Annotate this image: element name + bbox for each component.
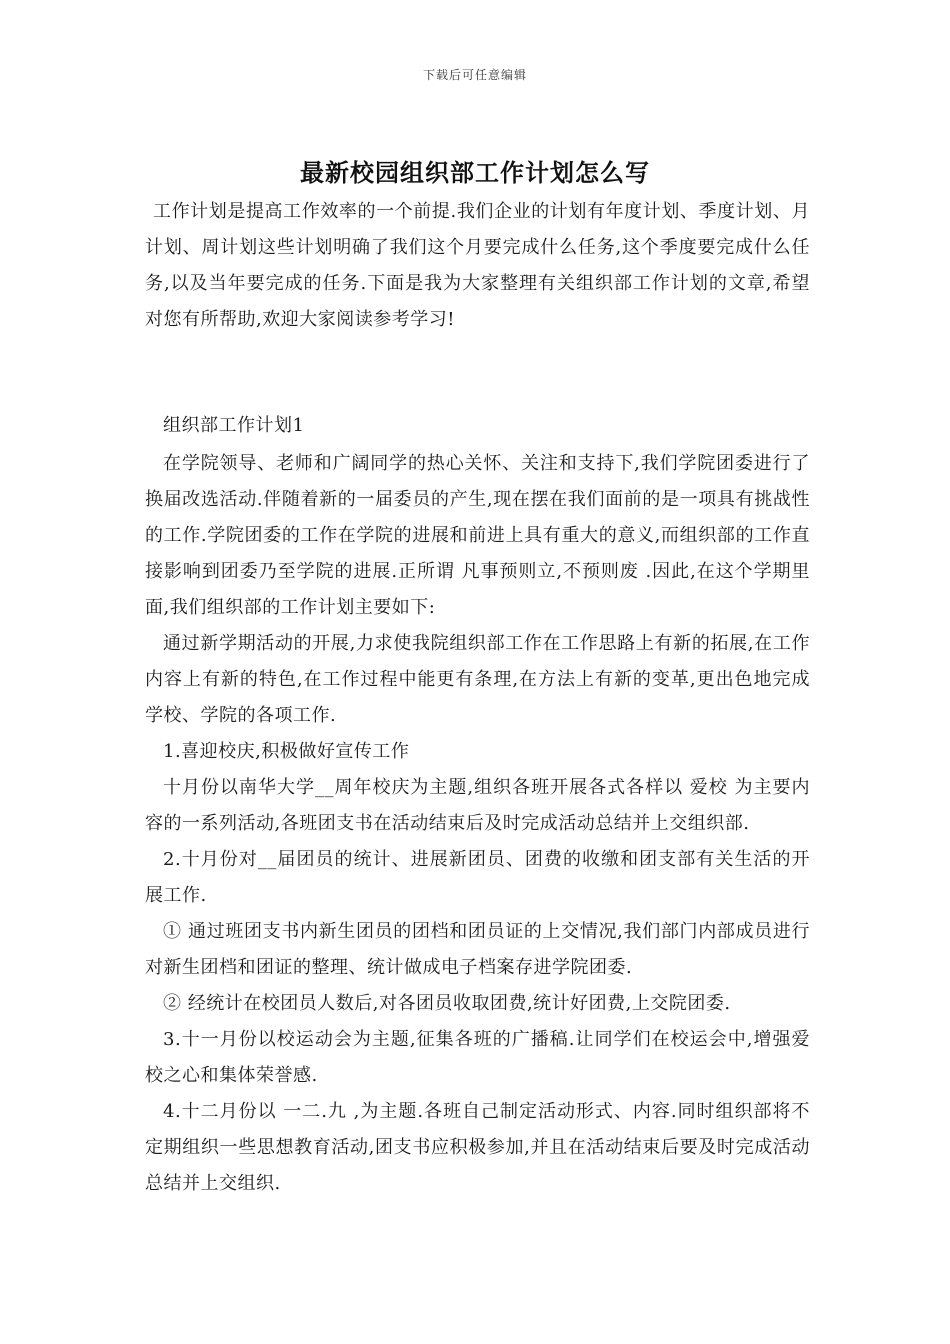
list-item-heading: 2.十月份对__届团员的统计、进展新团员、团费的收缴和团支部有关生活的开展工作. [145,849,810,906]
intro-block [145,194,810,338]
list-item-heading: 4.十二月份以 一二.九 ,为主题.各班自己制定活动形式、内容.同时组织部将不定期组织一些思想教育活动,团支书应积极参加,并且在活动结束后要及时完成活动总结并上交组织. [145,1101,810,1194]
sub-item: ② 经统计在校团员人数后,对各团员收取团费,统计好团费,上交院团委. [163,993,731,1014]
list-item-heading: 3.十一月份以校运动会为主题,征集各班的广播稿.让同学们在校运会中,增强爱校之心和集体荣誉感. [145,1029,810,1086]
list-item-heading: 1.喜迎校庆,积极做好宣传工作 [163,741,410,762]
intro-paragraph: 工作计划是提高工作效率的一个前提.我们企业的计划有年度计划、季度计划、月计划、周计划这些计划明确了我们这个月要完成什么任务,这个季度要完成什么任务,以及当年要完成的任务.下面是我为大家整理有关组织部工作计划的文章,希望对您有所帮助,欢迎大家阅读参考学习! [145,201,810,330]
header-note: 下载后可任意编辑 [422,68,527,82]
document-title: 最新校园组织部工作计划怎么写 [300,158,650,187]
body-paragraph: 通过新学期活动的开展,力求使我院组织部工作在工作思路上有新的拓展,在工作内容上有新的特色,在工作过程中能更有条理,在方法上有新的变革,更出色地完成学校、学院的各项工作. [145,633,810,726]
plan-section [145,406,810,1202]
sub-item: ① 通过班团支书内新生团员的团档和团员证的上交情况,我们部门内部成员进行对新生团档和团证的整理、统计做成电子档案存进学院团委. [145,921,810,978]
body-paragraph: 十月份以南华大学__周年校庆为主题,组织各班开展各式各样以 爱校 为主要内容的一系列活动,各班团支书在活动结束后及时完成活动总结并上交组织部. [145,777,810,834]
body-paragraph: 在学院领导、老师和广阔同学的热心关怀、关注和支持下,我们学院团委进行了换届改选活动.伴随着新的一届委员的产生,现在摆在我们面前的是一项具有挑战性的工作.学院团委的工作在学院的进展和前进上具有重大的意义,而组织部的工作直接影响到团委乃至学院的进展.正所谓 凡事预则立,不预则废 .因此,在这个学期里面,我们组织部的工作计划主要如下: [145,453,810,618]
section-heading: 组织部工作计划1 [163,415,305,436]
